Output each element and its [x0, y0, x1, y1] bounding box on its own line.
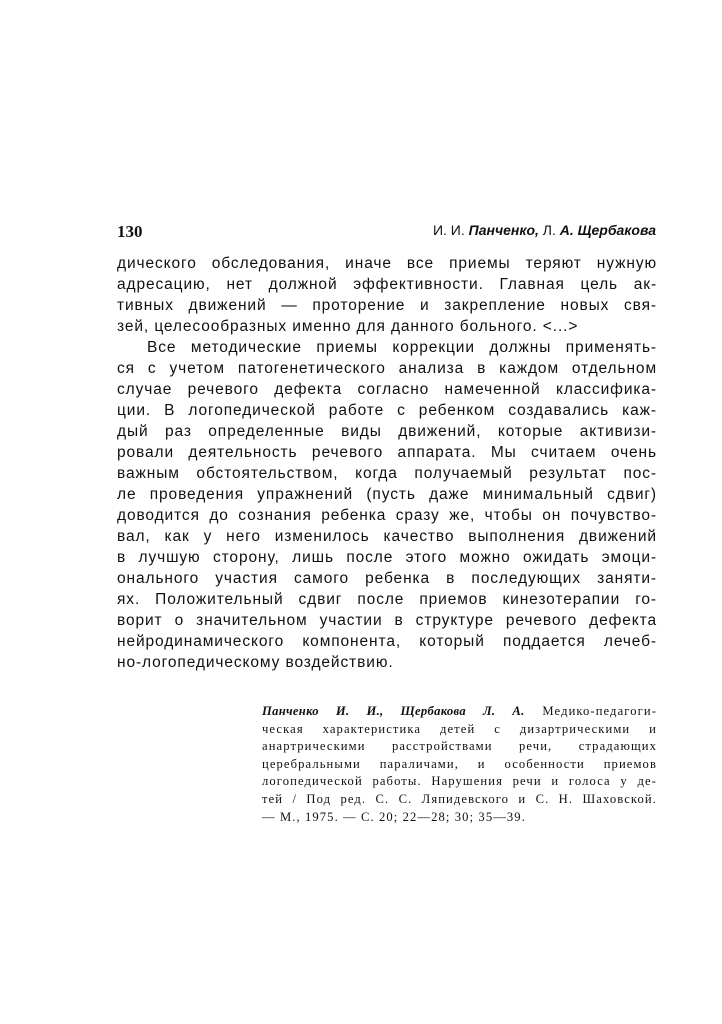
text-line: ях. Положительный сдвиг после приемов кинезотерапии го-: [117, 591, 657, 608]
text-line: доводится до сознания ребенка сразу же, чтобы он почувство-: [117, 507, 657, 524]
author2-name: А. Щербакова: [559, 222, 656, 238]
text-line: вал, как у него изменилось качество выполнения движений: [117, 528, 657, 545]
text-line: ся с учетом патогенетического анализа в каждом отдельном: [117, 360, 657, 377]
text-line: но-логопедическому воздействию.: [117, 654, 394, 671]
text-line: ворит о значительном участии в структуре речевого дефекта: [117, 612, 657, 629]
reference-line: логопедической работы. Нарушения речи и голоса у де-: [262, 774, 657, 789]
paragraph-1: [117, 253, 657, 337]
reference-line: анартрическими расстройствами речи, страдающих: [262, 739, 657, 754]
reference-line: церебральными параличами, и особенности приемов: [262, 756, 657, 771]
text-line: важным обстоятельством, когда получаемый результат пос-: [117, 465, 657, 482]
text-line: дый раз определенные виды движений, которые активизи-: [117, 423, 657, 440]
reference-citation: [262, 703, 657, 826]
paragraph-2: [117, 337, 657, 673]
page-number: 130: [117, 222, 143, 241]
reference-authors: Панченко И. И., Щербакова Л. А.: [262, 704, 525, 718]
author1-surname: Панченко,: [468, 222, 539, 238]
text-line: в лучшую сторону, лишь после этого можно ожидать эмоци-: [117, 549, 657, 566]
text-line: ции. В логопедической работе с ребенком создавались каж-: [117, 402, 657, 419]
text-line: тивных движений — проторение и закрепление новых свя-: [117, 297, 657, 314]
reference-line: [262, 703, 657, 721]
text-line: зей, целесообразных именно для данного больного. <...>: [117, 318, 579, 335]
body-text: [117, 253, 657, 673]
running-head: [433, 222, 656, 238]
text-line: онального участия самого ребенка в последующих заняти-: [117, 570, 657, 587]
text-line: ровали деятельность речевого аппарата. Мы считаем очень: [117, 444, 657, 461]
text-line: Все методические приемы коррекции должны применять-: [147, 339, 657, 356]
author2-initial: Л.: [542, 222, 556, 238]
text-line: нейродинамического компонента, который поддается лечеб-: [117, 633, 657, 650]
text-line: ле проведения упражнений (пусть даже минимальный сдвиг): [117, 486, 657, 503]
reference-line: — М., 1975. — С. 20; 22—28; 30; 35—39.: [262, 809, 526, 824]
reference-line: тей / Под ред. С. С. Ляпидевского и С. Н. Шаховской.: [262, 791, 657, 806]
text-line: случае речевого дефекта согласно намеченной классифика-: [117, 381, 657, 398]
author1-initials: И. И.: [432, 222, 465, 238]
text-line: адресацию, нет должной эффективности. Главная цель ак-: [117, 276, 657, 293]
reference-title-start: Медико-педагоги-: [524, 704, 658, 718]
reference-line: ческая характеристика детей с дизартрическими и: [262, 721, 657, 736]
text-line: дического обследования, иначе все приемы теряют нужную: [117, 255, 657, 272]
